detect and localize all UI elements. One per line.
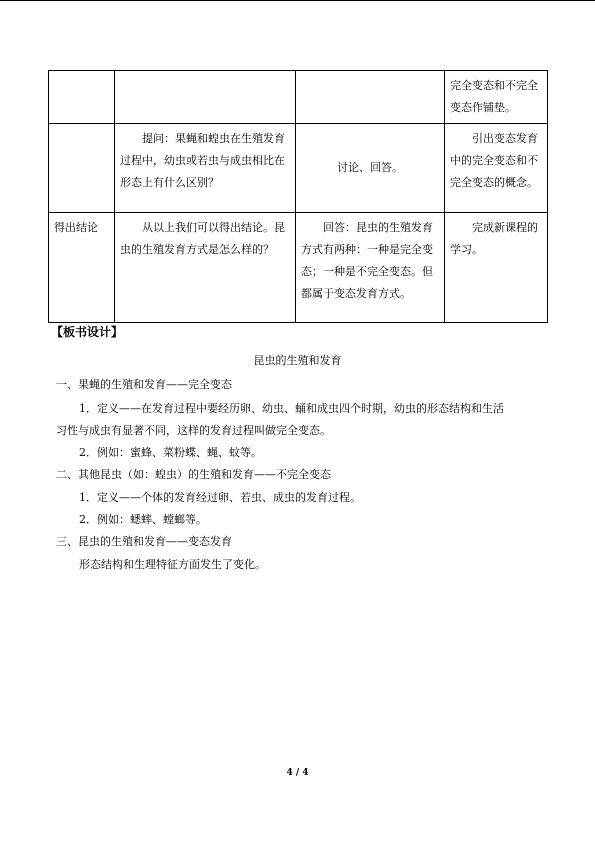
- board-title: 昆虫的生殖和发育: [253, 354, 342, 367]
- header-rule: [0, 0, 595, 1]
- board-design-heading: 【板书设计】: [51, 325, 124, 339]
- table-row: [49, 213, 548, 323]
- outline-heading-1: 一、果蝇的生殖和发育——完全变态: [56, 378, 232, 391]
- page-number: 4 / 4: [286, 768, 309, 778]
- student-activity-cell: 回答：昆虫的生殖发育方式有两种：一种是完全变态；一种是不完全变态。但都属于变态发育方式。: [296, 213, 445, 323]
- stage-cell: [49, 71, 115, 124]
- outline-heading-2: 二、其他昆虫（如：蝗虫）的生殖和发育——不完全变态: [56, 468, 331, 481]
- teacher-activity-cell: 提问：果蝇和蝗虫在生殖发育过程中，幼虫或若虫与成虫相比在形态上有什么区别？: [115, 124, 296, 213]
- outline-item: 2．例如：蟋蟀、螳螂等。: [79, 513, 207, 526]
- teacher-activity-cell: 从以上我们可以得出结论。昆虫的生殖发育方式是怎么样的？: [115, 213, 296, 323]
- design-intent-cell: 完全变态和不完全变态作铺垫。: [445, 71, 548, 124]
- outline-item: 1．定义——个体的发育经过卵、若虫、成虫的发育过程。: [79, 491, 361, 504]
- lesson-table: [48, 70, 548, 323]
- outline-item: 2．例如：蜜蜂、菜粉蝶、蝇、蚊等。: [79, 446, 262, 459]
- design-intent-cell: 引出变态发育中的完全变态和不完全变态的概念。: [445, 124, 548, 213]
- outline-item: 1．定义——在发育过程中要经历卵、幼虫、蛹和成虫四个时期，幼虫的形态结构和生活: [79, 402, 504, 415]
- stage-cell: [49, 124, 115, 213]
- teacher-activity-cell: [115, 71, 296, 124]
- design-intent-cell: 完成新课程的学习。: [445, 213, 548, 323]
- table-row: [49, 71, 548, 124]
- outline-item: 形态结构和生理特征方面发生了变化。: [79, 558, 266, 571]
- outline-item-continued: 习性与成虫有显著不同，这样的发育过程叫做完全变态。: [56, 424, 331, 437]
- student-activity-cell: 讨论、回答。: [296, 124, 445, 213]
- outline-heading-3: 三、昆虫的生殖和发育——变态发育: [56, 535, 232, 548]
- table-row: [49, 124, 548, 213]
- stage-cell: 得出结论: [49, 213, 115, 323]
- student-activity-cell: [296, 71, 445, 124]
